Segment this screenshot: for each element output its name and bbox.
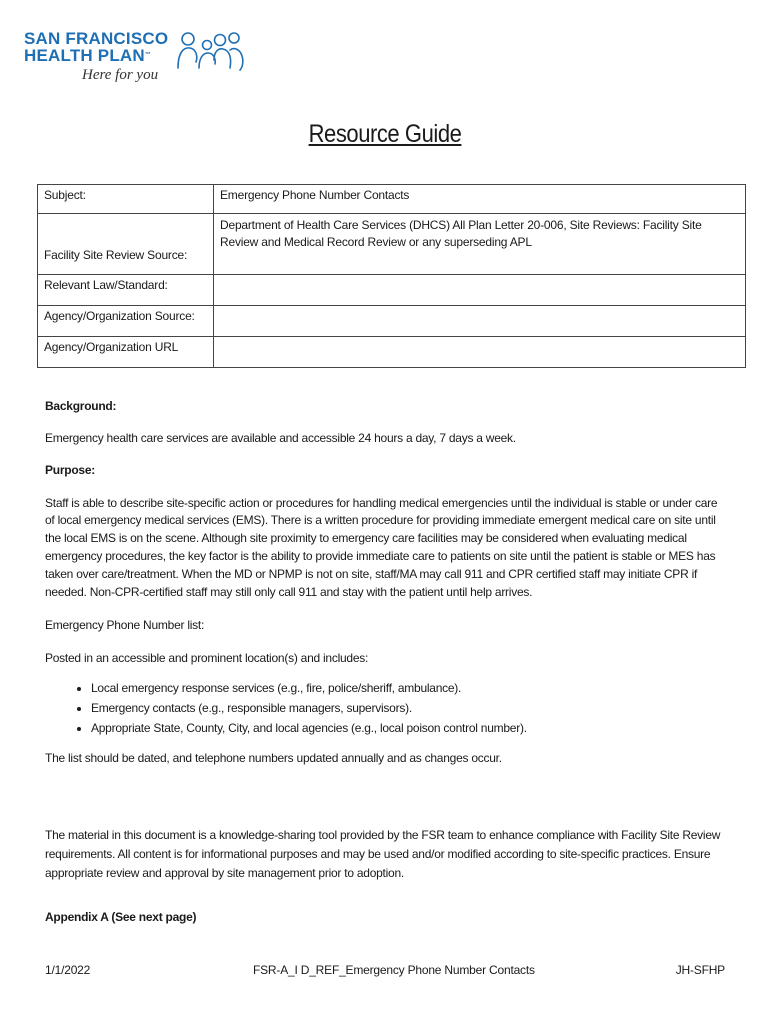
row-label: Facility Site Review Source: [38, 214, 214, 275]
purpose-heading: Purpose: [45, 463, 96, 478]
row-label: Relevant Law/Standard: [38, 275, 214, 306]
list-intro: Posted in an accessible and prominent location(s) and includes: [45, 650, 369, 665]
row-value [214, 337, 746, 368]
sfhp-logo [24, 30, 254, 94]
row-label: Agency/Organization Source: [38, 306, 214, 337]
logo-line1: SAN FRANCISCO [24, 29, 169, 48]
list-note: The list should be dated, and telephone numbers updated annually and as changes occur. [45, 750, 502, 765]
purpose-text: Staff is able to describe site-specific action or procedures for handling medical emergencies until the individual is stable or under care of local emergency medical services (EMS). There is a written procedure for providing immediate emergent medical care on site until the local EMS is on the scene. Although site proximity to emergency care facilities may be considered when evaluating medical emergency procedures, the key factor is the ability to provide immediate care to patients on site until the patient is stable or MES has taken over care/treatment. When the MD or NPMP is not on site, staff/MA may call 911 and CPR certified staff may initiate CPR if needed. Non-CPR-certified staff may still only call 911 and stay with the patient until help arrives. [45, 495, 718, 599]
footer-author: JH-SFHP [675, 963, 725, 977]
logo-line2: HEALTH PLAN [24, 46, 145, 65]
background-heading: Background: [45, 399, 117, 413]
table-row [38, 214, 746, 275]
appendix-note: Appendix A (See next page) [45, 910, 197, 924]
table-row [38, 185, 746, 214]
row-value [214, 275, 746, 306]
background-text: Emergency health care services are available and accessible 24 hours a day, 7 days a week. [45, 431, 516, 446]
list-item: • Appropriate State, County, City, and local agencies (e.g., local poison control number). [91, 718, 725, 738]
emergency-list [45, 678, 725, 738]
logo-tagline: Here for you [82, 67, 159, 83]
table-row [38, 275, 746, 306]
document-body [45, 398, 725, 925]
list-item: • Emergency contacts (e.g., responsible managers, supervisors). [91, 698, 725, 718]
list-heading: Emergency Phone Number list: [45, 618, 205, 633]
row-value: Emergency Phone Number Contacts [214, 185, 746, 214]
row-value [214, 306, 746, 337]
row-label: Subject: [38, 185, 214, 214]
footer-doc-id: FSR-A_I D_REF_Emergency Phone Number Contacts [253, 963, 535, 977]
row-label: Agency/Organization URL [38, 337, 214, 368]
logo-trademark: ™ [144, 52, 152, 58]
table-row [38, 337, 746, 368]
table-row [38, 306, 746, 337]
row-value: Department of Health Care Services (DHCS) All Plan Letter 20-006, Site Reviews: Facility Site Review and Medical Record Review or any superseding APL [214, 214, 746, 275]
resource-info-table [37, 184, 746, 368]
family-figures-icon [174, 30, 246, 72]
page-title: Resource Guide [308, 120, 462, 148]
disclaimer: The material in this document is a knowledge-sharing tool provided by the FSR team to enhance compliance with Facility Site Review requirements. All content is for informational purposes and may be used and/or modified according to site-specific practices. Ensure appropriate review and approval by site management prior to adoption. [45, 828, 721, 880]
footer-date: 1/1/2022 [45, 963, 91, 977]
list-item: • Local emergency response services (e.g., fire, police/sheriff, ambulance). [91, 678, 725, 698]
